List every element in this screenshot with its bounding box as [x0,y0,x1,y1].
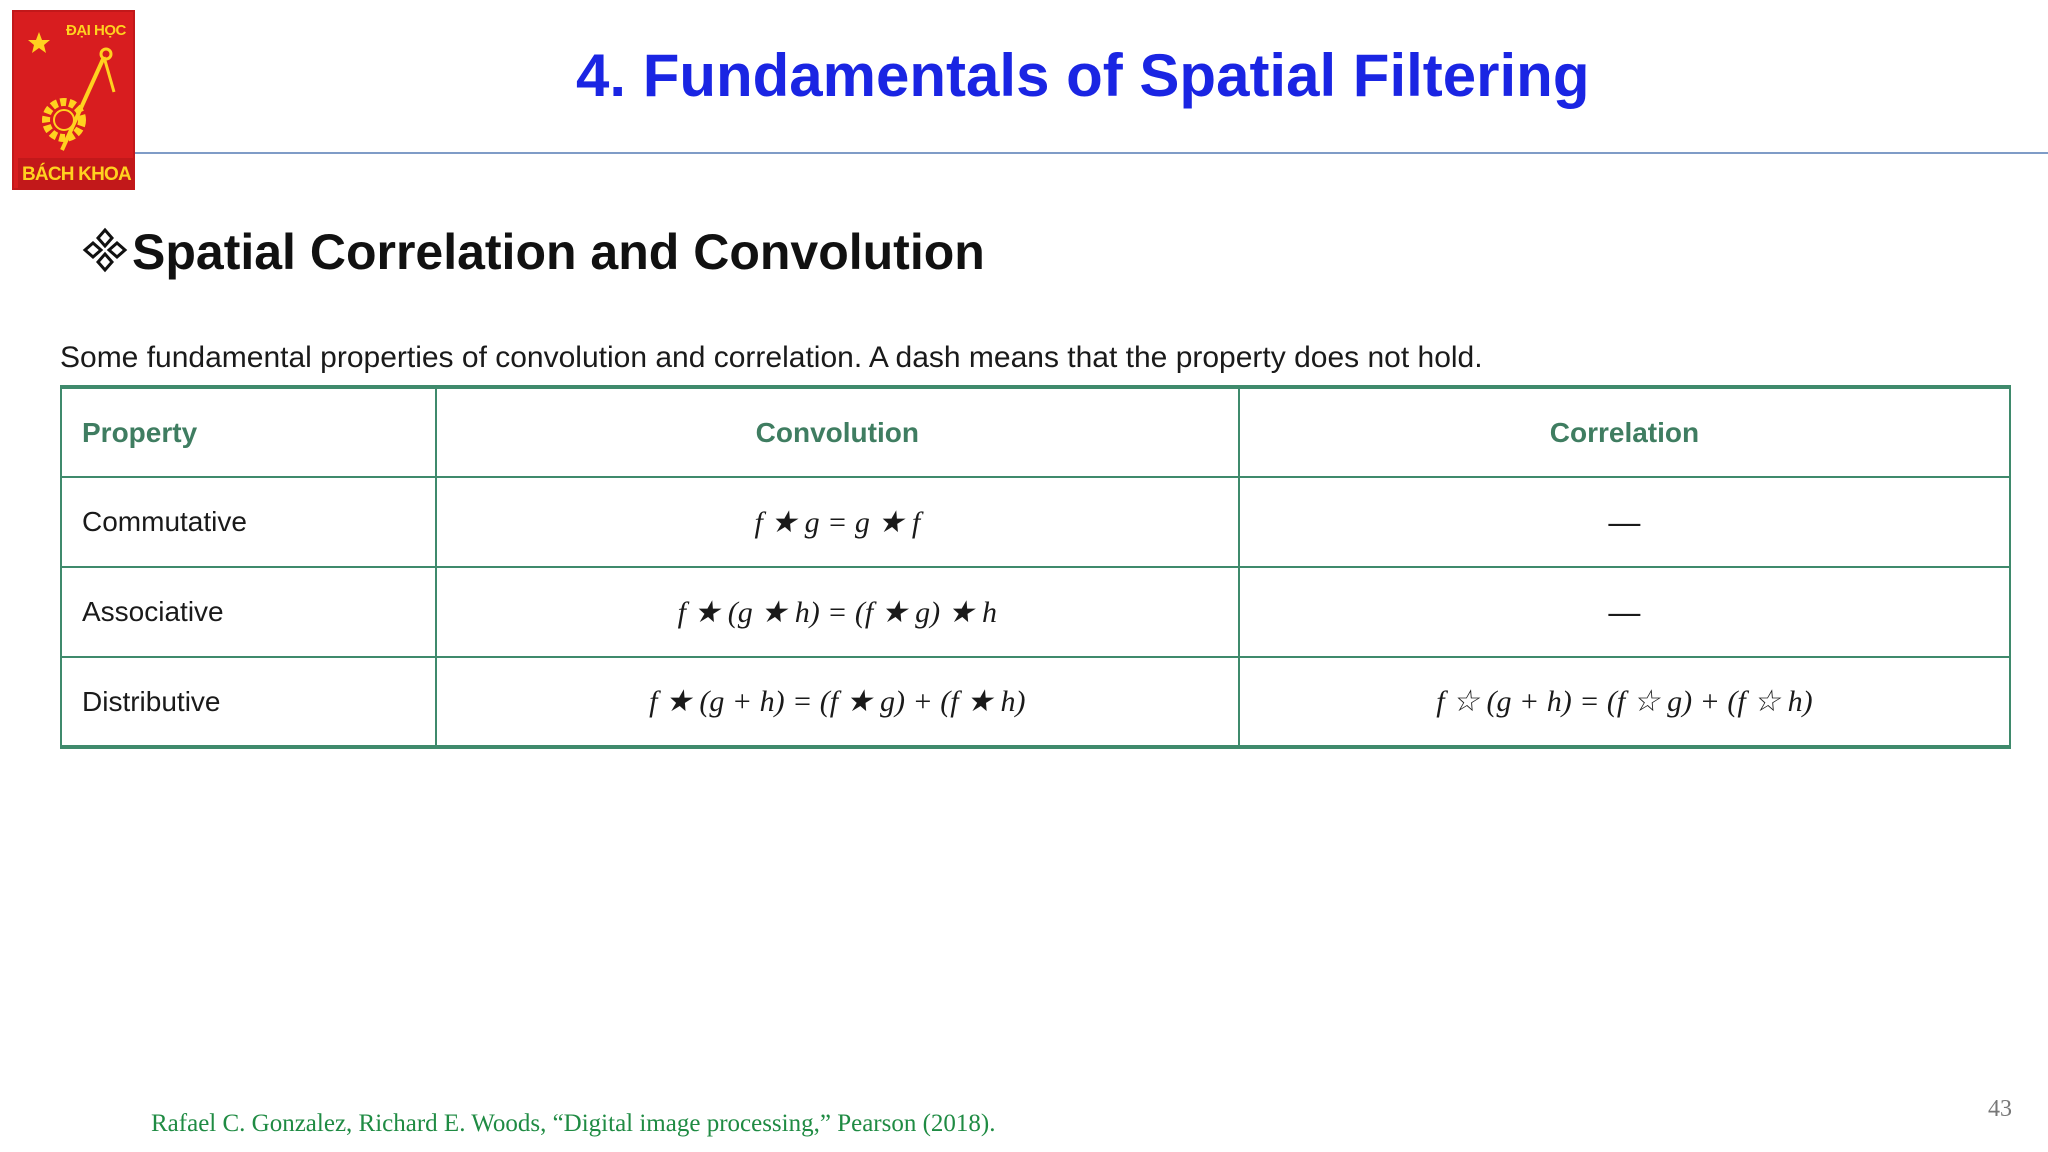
logo-bottom-text: BÁCH KHOA [22,164,131,185]
university-logo [12,10,135,190]
header-property: Property [61,387,436,477]
convolution-cell: f ★ (g ★ h) = (f ★ g) ★ h [436,567,1239,657]
section-heading [82,222,985,282]
reference-citation: Rafael C. Gonzalez, Richard E. Woods, “Digital image processing,” Pearson (2018). [151,1110,996,1137]
header-convolution: Convolution [436,387,1239,477]
section-heading-text: Spatial Correlation and Convolution [132,224,985,280]
convolution-cell: f ★ g = g ★ f [436,477,1239,567]
property-cell: Distributive [61,657,436,747]
property-cell: Associative [61,567,436,657]
four-diamond-bullet-icon [82,227,128,273]
convolution-cell: f ★ (g + h) = (f ★ g) + (f ★ h) [436,657,1239,747]
table-caption: Some fundamental properties of convolution and correlation. A dash means that the property does not hold. [60,341,1483,374]
table-header-row [61,387,2010,477]
header-divider [135,152,2048,154]
table-row [61,657,2010,747]
header-correlation: Correlation [1239,387,2010,477]
slide-title: 4. Fundamentals of Spatial Filtering [576,42,1590,109]
table-row [61,567,2010,657]
logo-top-text: ĐẠI HỌC [66,22,126,39]
correlation-cell: f ☆ (g + h) = (f ☆ g) + (f ☆ h) [1239,657,2010,747]
correlation-cell: — [1239,477,2010,567]
property-cell: Commutative [61,477,436,567]
properties-table [60,385,2011,749]
table-row [61,477,2010,567]
correlation-cell: — [1239,567,2010,657]
page-number: 43 [1988,1096,2012,1122]
